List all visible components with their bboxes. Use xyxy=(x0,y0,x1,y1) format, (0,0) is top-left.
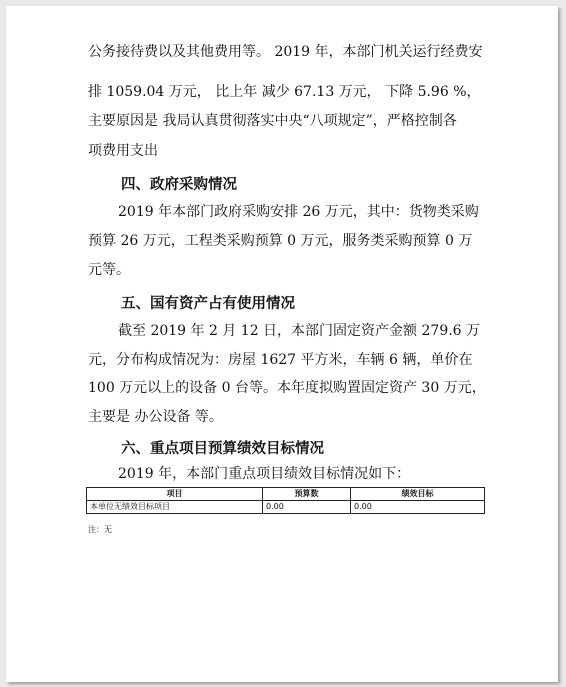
section-heading-procurement: 四、政府采购情况 xyxy=(121,177,237,193)
paragraph-line: 主要是 办公设备 等。 xyxy=(88,409,223,425)
paragraph-line: 2019 年本部门政府采购安排 26 万元，其中：货物类采购 xyxy=(118,204,479,220)
table-note: 注：无 xyxy=(88,525,112,534)
table-cell-project: 本单位无绩效目标项目 xyxy=(87,501,263,514)
paragraph-line: 公务接待费以及其他费用等。 2019 年，本部门机关运行经费安 xyxy=(88,44,483,60)
paragraph-line: 截至 2019 年 2 月 12 日，本部门固定资产金额 279.6 万 xyxy=(118,323,481,339)
document-page xyxy=(6,6,558,682)
paragraph-line: 排 1059.04 万元， 比上年 减少 67.13 万元， 下降 5.96 %， xyxy=(88,84,481,100)
table-row xyxy=(87,501,485,514)
column-header-budget: 预算数 xyxy=(263,488,351,501)
paragraph-line: 主要原因是 我局认真贯彻落实中央“八项规定”，严格控制各 xyxy=(88,113,457,129)
paragraph-line: 项费用支出 xyxy=(88,143,158,159)
table-header-row xyxy=(87,488,485,501)
section-heading-assets: 五、国有资产占有使用情况 xyxy=(121,296,295,312)
paragraph-line: 2019 年，本部门重点项目绩效目标情况如下： xyxy=(118,466,411,482)
section-heading-performance: 六、重点项目预算绩效目标情况 xyxy=(121,441,324,457)
table-cell-target: 0.00 xyxy=(351,501,485,514)
column-header-project: 项目 xyxy=(87,488,263,501)
performance-table xyxy=(86,487,485,514)
paragraph-line: 元，分布构成情况为：房屋 1627 平方米，车辆 6 辆，单价在 xyxy=(88,352,473,368)
paragraph-line: 预算 26 万元，工程类采购预算 0 万元，服务类采购预算 0 万 xyxy=(88,233,473,249)
paragraph-line: 100 万元以上的设备 0 台等。本年度拟购置固定资产 30 万元， xyxy=(88,380,486,396)
table-cell-budget: 0.00 xyxy=(263,501,351,514)
column-header-target: 绩效目标 xyxy=(351,488,485,501)
paragraph-line: 元等。 xyxy=(88,262,130,278)
